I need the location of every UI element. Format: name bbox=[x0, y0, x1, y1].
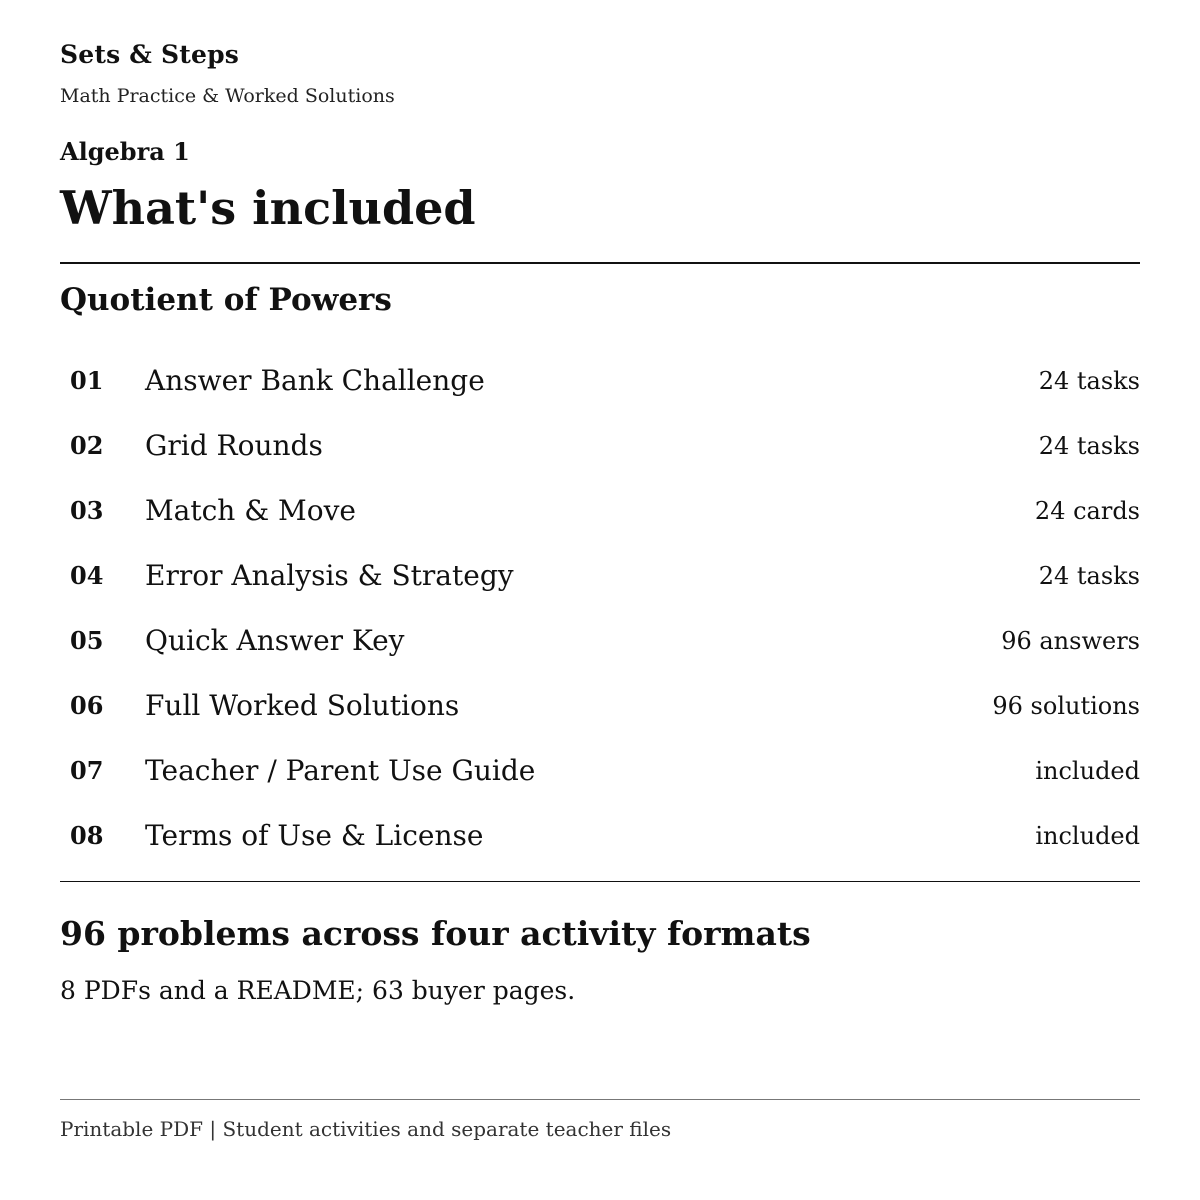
item-count: 96 solutions bbox=[992, 692, 1140, 720]
item-number: 02 bbox=[70, 431, 104, 460]
item-count: 24 cards bbox=[1034, 497, 1140, 525]
course-label: Algebra 1 bbox=[60, 137, 190, 166]
item-count: included bbox=[1035, 822, 1140, 850]
item-count: 24 tasks bbox=[1038, 367, 1140, 395]
item-label: Full Worked Solutions bbox=[145, 689, 460, 722]
item-label: Terms of Use & License bbox=[145, 819, 484, 852]
item-count: 24 tasks bbox=[1038, 562, 1140, 590]
item-number: 01 bbox=[70, 366, 104, 395]
section-title: Quotient of Powers bbox=[60, 282, 392, 318]
item-number: 08 bbox=[70, 821, 104, 850]
item-number: 05 bbox=[70, 626, 104, 655]
summary-detail: 8 PDFs and a README; 63 buyer pages. bbox=[60, 976, 576, 1005]
list-item bbox=[60, 482, 1140, 547]
title-divider bbox=[60, 262, 1140, 264]
document-page bbox=[60, 0, 1140, 1200]
contents-list bbox=[60, 352, 1140, 872]
list-item bbox=[60, 612, 1140, 677]
item-number: 07 bbox=[70, 756, 104, 785]
brand-tagline: Math Practice & Worked Solutions bbox=[60, 85, 395, 107]
list-item bbox=[60, 352, 1140, 417]
list-item bbox=[60, 417, 1140, 482]
item-count: 24 tasks bbox=[1038, 432, 1140, 460]
item-count: included bbox=[1035, 757, 1140, 785]
item-number: 06 bbox=[70, 691, 104, 720]
item-label: Grid Rounds bbox=[145, 429, 323, 462]
list-item bbox=[60, 547, 1140, 612]
list-divider bbox=[60, 881, 1140, 882]
list-item bbox=[60, 742, 1140, 807]
item-label: Match & Move bbox=[145, 494, 356, 527]
item-label: Teacher / Parent Use Guide bbox=[145, 754, 536, 787]
footer-note: Printable PDF | Student activities and separate teacher files bbox=[60, 1117, 672, 1141]
item-label: Error Analysis & Strategy bbox=[145, 559, 514, 592]
list-item bbox=[60, 677, 1140, 742]
summary-headline: 96 problems across four activity formats bbox=[60, 914, 811, 953]
item-label: Quick Answer Key bbox=[145, 624, 405, 657]
brand-name: Sets & Steps bbox=[60, 40, 240, 69]
item-count: 96 answers bbox=[1001, 627, 1140, 655]
footer-divider bbox=[60, 1099, 1140, 1100]
item-number: 03 bbox=[70, 496, 104, 525]
list-item bbox=[60, 807, 1140, 872]
page-title: What's included bbox=[60, 181, 476, 235]
item-number: 04 bbox=[70, 561, 104, 590]
item-label: Answer Bank Challenge bbox=[145, 364, 485, 397]
